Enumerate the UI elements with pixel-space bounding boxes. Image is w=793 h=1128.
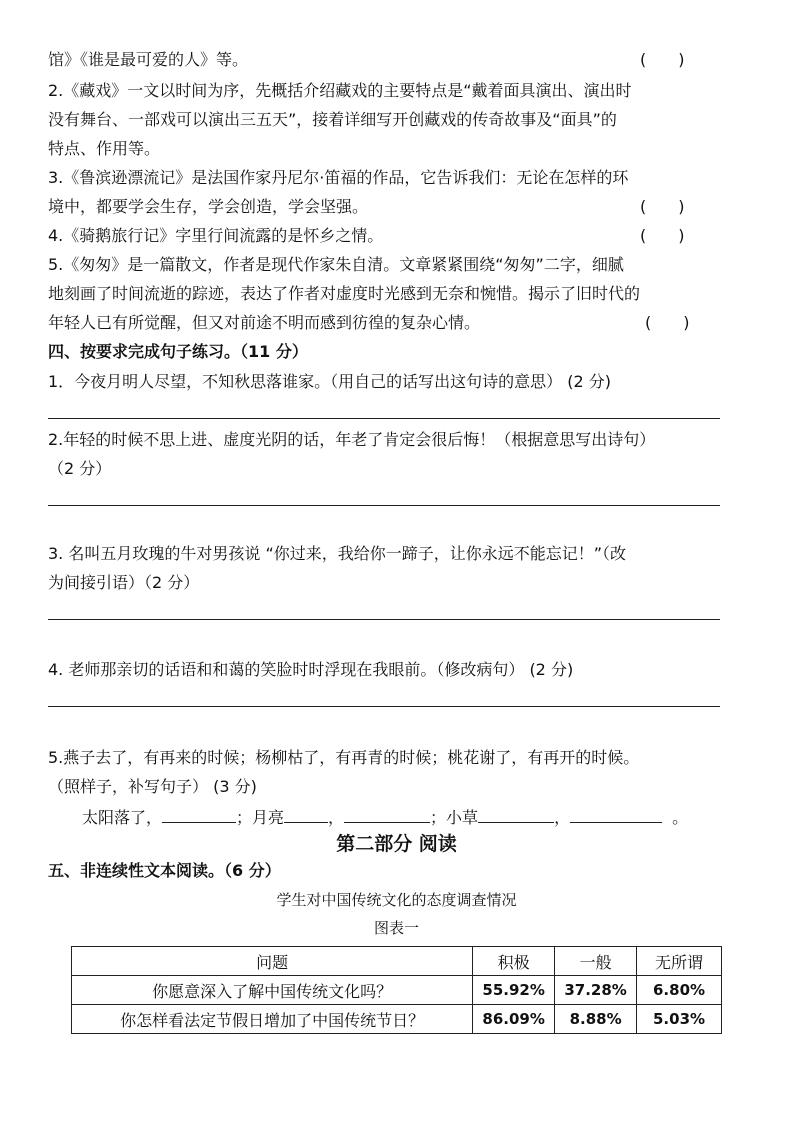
fill-text-4: ；小草 bbox=[430, 808, 479, 827]
table-row bbox=[72, 1005, 722, 1034]
row-1-neutral: 37.28% bbox=[555, 976, 637, 1005]
row-2-neutral: 8.88% bbox=[555, 1005, 637, 1034]
answer-paren-3[interactable]: ( ) bbox=[640, 197, 685, 216]
judge-item-5-line-3: 年轻人已有所觉醒，但又对前途不明而感到彷徨的复杂心情。 bbox=[48, 313, 481, 332]
question-3-line-1: 3. 名叫五月玫瑰的牛对男孩说 “你过来，我给你一蹄子，让你永远不能忘记！”（改 bbox=[48, 544, 627, 563]
fill-blank-2[interactable] bbox=[284, 806, 328, 823]
fill-blank-3[interactable] bbox=[344, 806, 430, 823]
judge-item-4: 4.《骑鹅旅行记》字里行间流露的是怀乡之情。 bbox=[48, 226, 384, 245]
answer-line-2[interactable] bbox=[48, 505, 720, 506]
question-5-line-2: （照样子，补写句子） (3 分) bbox=[48, 777, 257, 796]
fill-blank-5[interactable] bbox=[570, 806, 662, 823]
row-2-positive: 86.09% bbox=[473, 1005, 555, 1034]
row-1-positive: 55.92% bbox=[473, 976, 555, 1005]
judge-item-5-line-2: 地刻画了时间流逝的踪迹，表达了作者对虚度时光感到无奈和惋惜。揭示了旧时代的 bbox=[48, 284, 641, 303]
answer-paren-4[interactable]: ( ) bbox=[640, 226, 685, 245]
fill-blank-4[interactable] bbox=[478, 806, 554, 823]
question-1: 1．今夜月明人尽望，不知秋思落谁家。（用自己的话写出这句诗的意思） (2 分) bbox=[48, 372, 612, 391]
judge-item-2-line-1: 2.《藏戏》一文以时间为序，先概括介绍藏戏的主要特点是“戴着面具演出、演出时 bbox=[48, 81, 632, 100]
fill-text-5: ， bbox=[554, 808, 571, 827]
answer-line-1[interactable] bbox=[48, 418, 720, 419]
judge-item-3-line-1: 3.《鲁滨逊漂流记》是法国作家丹尼尔·笛福的作品，它告诉我们：无论在怎样的环 bbox=[48, 168, 629, 187]
header-indifferent: 无所谓 bbox=[637, 947, 722, 976]
answer-line-3[interactable] bbox=[48, 619, 720, 620]
question-3-line-2: 为间接引语）（2 分） bbox=[48, 573, 200, 592]
judge-line-0: 馆》《谁是最可爱的人》等。 bbox=[48, 50, 249, 69]
section-5-title: 五、非连续性文本阅读。（6 分） bbox=[48, 861, 281, 880]
question-5-line-1: 5.燕子去了，有再来的时候；杨柳枯了，有再青的时候；桃花谢了，有再开的时候。 bbox=[48, 748, 640, 767]
row-2-question: 你怎样看法定节假日增加了中国传统节日？ bbox=[72, 1005, 473, 1034]
fill-text-2: ；月亮 bbox=[236, 808, 285, 827]
fill-text-3: ， bbox=[328, 808, 345, 827]
question-2-line-2: （2 分） bbox=[48, 459, 112, 478]
question-2-line-1: 2.年轻的时候不思上进、虚度光阴的话，年老了肯定会很后悔！（根据意思写出诗句） bbox=[48, 430, 656, 449]
answer-paren-1[interactable]: ( ) bbox=[640, 50, 685, 69]
table-header-row bbox=[72, 947, 722, 976]
judge-item-2-line-3: 特点、作用等。 bbox=[48, 139, 161, 158]
survey-table bbox=[71, 946, 722, 1034]
answer-line-4[interactable] bbox=[48, 706, 720, 707]
section-4-title: 四、按要求完成句子练习。（11 分） bbox=[48, 342, 308, 361]
header-neutral: 一般 bbox=[555, 947, 637, 976]
row-1-question: 你愿意深入了解中国传统文化吗？ bbox=[72, 976, 473, 1005]
answer-paren-5[interactable]: ( ) bbox=[645, 313, 690, 332]
judge-item-2-line-2: 没有舞台、一部戏可以演出三五天”，接着详细写开创藏戏的传奇故事及“面具”的 bbox=[48, 110, 617, 129]
part-2-title: 第二部分 阅读 bbox=[336, 833, 457, 855]
row-2-indifferent: 5.03% bbox=[637, 1005, 722, 1034]
table-row bbox=[72, 976, 722, 1005]
header-question: 问题 bbox=[72, 947, 473, 976]
fill-text-6: 。 bbox=[672, 808, 689, 827]
fill-text-1: 太阳落了， bbox=[82, 808, 163, 827]
chart-title: 学生对中国传统文化的态度调查情况 bbox=[276, 891, 517, 909]
row-1-indifferent: 6.80% bbox=[637, 976, 722, 1005]
fill-in-sentence bbox=[82, 806, 688, 828]
judge-item-5-line-1: 5.《匆匆》是一篇散文，作者是现代作家朱自清。文章紧紧围绕“匆匆”二字，细腻 bbox=[48, 255, 624, 274]
judge-item-3-line-2: 境中，都要学会生存，学会创造，学会坚强。 bbox=[48, 197, 369, 216]
question-4: 4. 老师那亲切的话语和和蔼的笑脸时时浮现在我眼前。（修改病句） (2 分) bbox=[48, 660, 574, 679]
fill-blank-1[interactable] bbox=[162, 806, 236, 823]
chart-subtitle: 图表一 bbox=[373, 919, 419, 937]
header-positive: 积极 bbox=[473, 947, 555, 976]
